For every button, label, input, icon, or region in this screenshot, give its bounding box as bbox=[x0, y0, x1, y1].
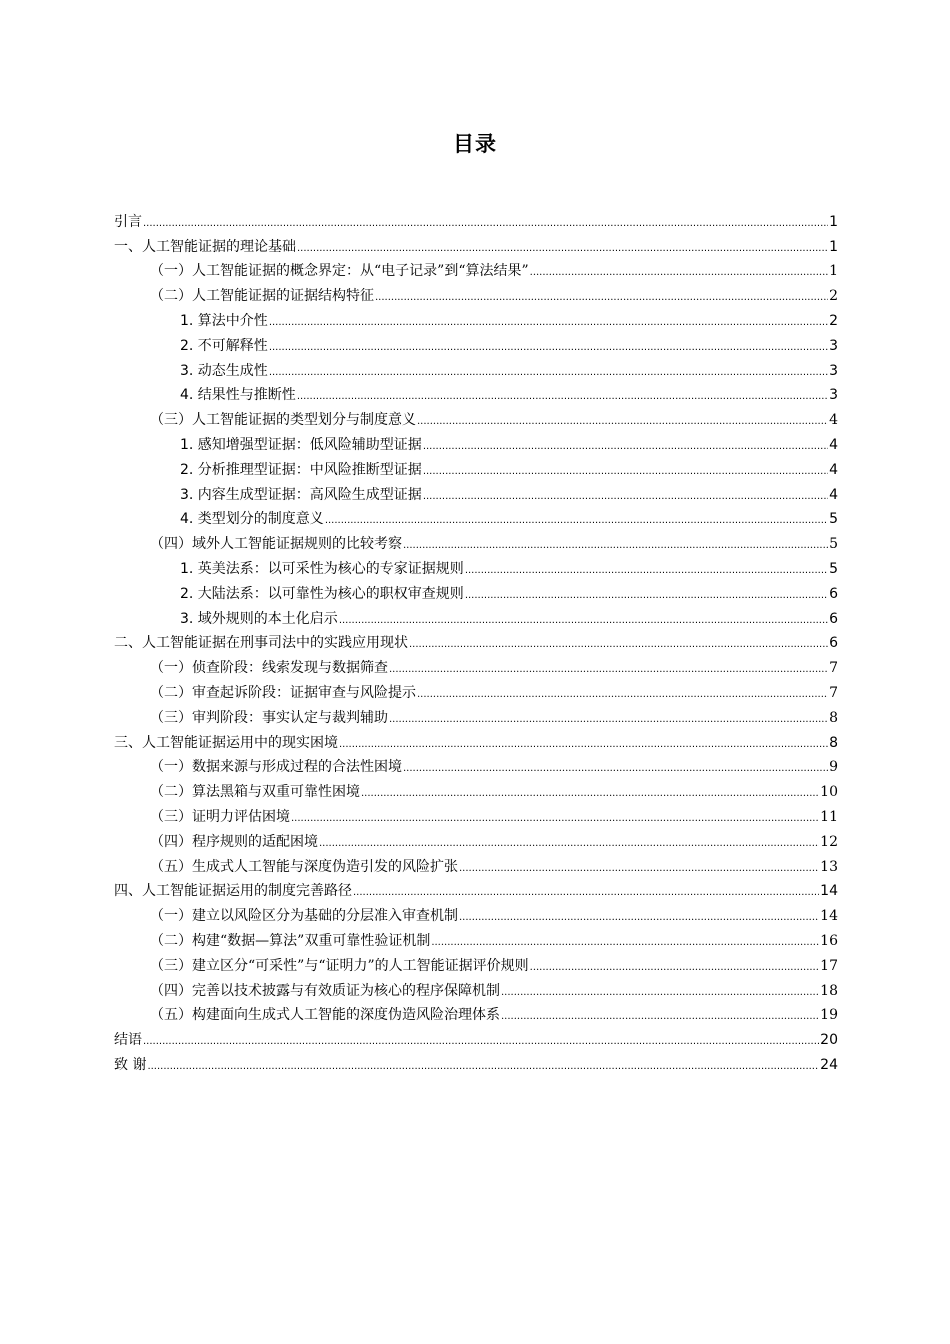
toc-dot-leader bbox=[291, 812, 819, 826]
toc-entry[interactable] bbox=[114, 404, 838, 429]
toc-entry-page-number: 6 bbox=[829, 635, 838, 652]
toc-entry-page-number: 2 bbox=[829, 312, 838, 329]
toc-entry-page-number: 4 bbox=[829, 486, 838, 503]
toc-entry[interactable] bbox=[114, 900, 838, 925]
toc-entry-label: 3. 内容生成型证据：高风险生成型证据 bbox=[180, 486, 422, 503]
toc-dot-leader bbox=[403, 762, 828, 776]
toc-entry-label: 1. 感知增强型证据：低风险辅助型证据 bbox=[180, 436, 422, 453]
toc-entry[interactable] bbox=[114, 752, 838, 777]
toc-dot-leader bbox=[423, 440, 828, 454]
toc-dot-leader bbox=[269, 316, 828, 330]
toc-dot-leader bbox=[147, 1060, 819, 1074]
toc-dot-leader bbox=[389, 663, 828, 677]
toc-entry-label: （三）人工智能证据的类型划分与制度意义 bbox=[150, 412, 416, 429]
toc-entry-page-number: 1 bbox=[829, 238, 838, 255]
toc-dot-leader bbox=[297, 242, 828, 256]
toc-dot-leader bbox=[431, 936, 819, 950]
toc-dot-leader bbox=[403, 539, 828, 553]
toc-dot-leader bbox=[423, 490, 828, 504]
toc-entry-page-number: 17 bbox=[820, 957, 838, 974]
toc-entry-label: 1. 算法中介性 bbox=[180, 312, 268, 329]
toc-entry[interactable] bbox=[114, 851, 838, 876]
toc-entry-label: （三）审判阶段：事实认定与裁判辅助 bbox=[150, 709, 388, 726]
toc-entry[interactable] bbox=[114, 528, 838, 553]
toc-entry-page-number: 14 bbox=[820, 908, 838, 925]
toc-dot-leader bbox=[339, 614, 828, 628]
toc-entry-page-number: 24 bbox=[820, 1056, 838, 1073]
toc-entry-label: （四）域外人工智能证据规则的比较考察 bbox=[150, 536, 402, 553]
toc-entry-page-number: 1 bbox=[829, 263, 838, 280]
toc-entry[interactable] bbox=[114, 1024, 838, 1049]
toc-dot-leader bbox=[423, 465, 828, 479]
toc-entry-page-number: 5 bbox=[829, 511, 838, 528]
toc-entry[interactable] bbox=[114, 826, 838, 851]
toc-dot-leader bbox=[143, 1035, 819, 1049]
toc-entry[interactable] bbox=[114, 727, 838, 752]
toc-entry[interactable] bbox=[114, 504, 838, 529]
toc-entry-page-number: 19 bbox=[820, 1007, 838, 1024]
toc-dot-leader bbox=[501, 1010, 819, 1024]
toc-dot-leader bbox=[339, 738, 828, 752]
toc-entry[interactable] bbox=[114, 429, 838, 454]
toc-dot-leader bbox=[325, 514, 828, 528]
toc-entry-label: （四）完善以技术披露与有效质证为核心的程序保障机制 bbox=[150, 982, 500, 999]
toc-entry-label: 引言 bbox=[114, 213, 142, 230]
toc-entry-label: （一）数据来源与形成过程的合法性困境 bbox=[150, 759, 402, 776]
toc-dot-leader bbox=[465, 564, 828, 578]
toc-entry[interactable] bbox=[114, 380, 838, 405]
toc-entry-label: 二、人工智能证据在刑事司法中的实践应用现状 bbox=[114, 635, 408, 652]
toc-entry[interactable] bbox=[114, 355, 838, 380]
toc-entry-page-number: 11 bbox=[820, 808, 838, 825]
toc-entry-label: 致 谢 bbox=[114, 1056, 147, 1073]
toc-entry-page-number: 5 bbox=[829, 560, 838, 577]
toc-entry-page-number: 14 bbox=[820, 883, 838, 900]
toc-entry-label: （二）算法黑箱与双重可靠性困境 bbox=[150, 784, 360, 801]
toc-entry-label: （一）侦查阶段：线索发现与数据筛查 bbox=[150, 660, 388, 677]
toc-entry-label: （二）构建“数据—算法”双重可靠性验证机制 bbox=[150, 932, 431, 949]
toc-entry[interactable] bbox=[114, 256, 838, 281]
toc-entry[interactable] bbox=[114, 876, 838, 901]
toc-entry-page-number: 9 bbox=[829, 759, 838, 776]
toc-entry-label: 4. 类型划分的制度意义 bbox=[180, 511, 324, 528]
toc-entry-page-number: 20 bbox=[820, 1032, 838, 1049]
toc-entry-label: 四、人工智能证据运用的制度完善路径 bbox=[114, 883, 352, 900]
toc-entry[interactable] bbox=[114, 1049, 838, 1074]
toc-entry-label: 2. 分析推理型证据：中风险推断型证据 bbox=[180, 461, 422, 478]
toc-entry-page-number: 8 bbox=[829, 734, 838, 751]
toc-dot-leader bbox=[143, 217, 828, 231]
toc-dot-leader bbox=[501, 986, 819, 1000]
toc-dot-leader bbox=[465, 589, 828, 603]
toc-dot-leader bbox=[417, 415, 828, 429]
toc-dot-leader bbox=[297, 390, 828, 404]
toc-entry-page-number: 8 bbox=[829, 709, 838, 726]
toc-entry-label: （三）证明力评估困境 bbox=[150, 808, 290, 825]
toc-entry-page-number: 7 bbox=[829, 684, 838, 701]
toc-dot-leader bbox=[459, 862, 819, 876]
toc-dot-leader bbox=[409, 638, 828, 652]
toc-entry-page-number: 3 bbox=[829, 387, 838, 404]
toc-entry-label: （二）人工智能证据的证据结构特征 bbox=[150, 288, 374, 305]
toc-entry-label: 三、人工智能证据运用中的现实困境 bbox=[114, 734, 338, 751]
toc-entry[interactable] bbox=[114, 280, 838, 305]
toc-dot-leader bbox=[375, 291, 828, 305]
table-of-contents bbox=[114, 206, 838, 1074]
toc-dot-leader bbox=[389, 713, 828, 727]
toc-entry-page-number: 5 bbox=[829, 536, 838, 553]
toc-entry[interactable] bbox=[114, 231, 838, 256]
toc-entry[interactable] bbox=[114, 702, 838, 727]
toc-dot-leader bbox=[269, 366, 828, 380]
toc-dot-leader bbox=[353, 886, 819, 900]
toc-entry-page-number: 2 bbox=[829, 288, 838, 305]
toc-dot-leader bbox=[319, 837, 819, 851]
toc-entry-page-number: 4 bbox=[829, 436, 838, 453]
toc-entry-label: 4. 结果性与推断性 bbox=[180, 387, 296, 404]
toc-entry[interactable] bbox=[114, 603, 838, 628]
page-title: 目录 bbox=[453, 132, 497, 156]
toc-entry-label: 2. 不可解释性 bbox=[180, 337, 268, 354]
toc-entry-page-number: 6 bbox=[829, 610, 838, 627]
toc-entry-page-number: 3 bbox=[829, 337, 838, 354]
toc-entry[interactable] bbox=[114, 479, 838, 504]
toc-dot-leader bbox=[530, 961, 820, 975]
toc-entry[interactable] bbox=[114, 677, 838, 702]
toc-entry-label: （一）人工智能证据的概念界定：从“电子记录”到“算法结果” bbox=[150, 263, 529, 280]
toc-entry-label: （一）建立以风险区分为基础的分层准入审查机制 bbox=[150, 908, 458, 925]
toc-entry[interactable] bbox=[114, 1000, 838, 1025]
toc-entry-label: （五）构建面向生成式人工智能的深度伪造风险治理体系 bbox=[150, 1007, 500, 1024]
toc-entry-page-number: 10 bbox=[820, 784, 838, 801]
toc-entry-label: （二）审查起诉阶段：证据审查与风险提示 bbox=[150, 684, 416, 701]
toc-entry-label: （四）程序规则的适配困境 bbox=[150, 833, 318, 850]
toc-entry[interactable] bbox=[114, 975, 838, 1000]
toc-entry-label: 一、人工智能证据的理论基础 bbox=[114, 238, 296, 255]
toc-entry[interactable] bbox=[114, 950, 838, 975]
toc-entry-page-number: 18 bbox=[820, 982, 838, 999]
toc-entry-page-number: 3 bbox=[829, 362, 838, 379]
toc-entry[interactable] bbox=[114, 206, 838, 231]
toc-entry[interactable] bbox=[114, 652, 838, 677]
toc-entry-label: 3. 动态生成性 bbox=[180, 362, 268, 379]
toc-dot-leader bbox=[269, 341, 828, 355]
toc-entry-page-number: 6 bbox=[829, 585, 838, 602]
toc-entry-page-number: 4 bbox=[829, 461, 838, 478]
toc-dot-leader bbox=[361, 787, 819, 801]
toc-entry-label: 2. 大陆法系：以可靠性为核心的职权审查规则 bbox=[180, 585, 464, 602]
toc-entry-page-number: 16 bbox=[820, 932, 838, 949]
toc-dot-leader bbox=[530, 266, 828, 280]
toc-entry[interactable] bbox=[114, 330, 838, 355]
toc-entry-label: 结语 bbox=[114, 1032, 142, 1049]
toc-entry-label: （五）生成式人工智能与深度伪造引发的风险扩张 bbox=[150, 858, 458, 875]
toc-entry[interactable] bbox=[114, 776, 838, 801]
toc-entry[interactable] bbox=[114, 553, 838, 578]
toc-entry[interactable] bbox=[114, 454, 838, 479]
toc-entry-page-number: 13 bbox=[820, 858, 838, 875]
toc-entry[interactable] bbox=[114, 925, 838, 950]
toc-entry-page-number: 12 bbox=[820, 833, 838, 850]
toc-entry-page-number: 7 bbox=[829, 660, 838, 677]
toc-entry[interactable] bbox=[114, 305, 838, 330]
toc-entry-label: （三）建立区分“可采性”与“证明力”的人工智能证据评价规则 bbox=[150, 957, 529, 974]
toc-entry-label: 3. 域外规则的本土化启示 bbox=[180, 610, 338, 627]
toc-entry[interactable] bbox=[114, 801, 838, 826]
toc-dot-leader bbox=[417, 688, 828, 702]
toc-dot-leader bbox=[459, 911, 819, 925]
toc-entry[interactable] bbox=[114, 628, 838, 653]
toc-entry-page-number: 4 bbox=[829, 412, 838, 429]
toc-entry[interactable] bbox=[114, 578, 838, 603]
toc-entry-label: 1. 英美法系：以可采性为核心的专家证据规则 bbox=[180, 560, 464, 577]
toc-entry-page-number: 1 bbox=[829, 213, 838, 230]
